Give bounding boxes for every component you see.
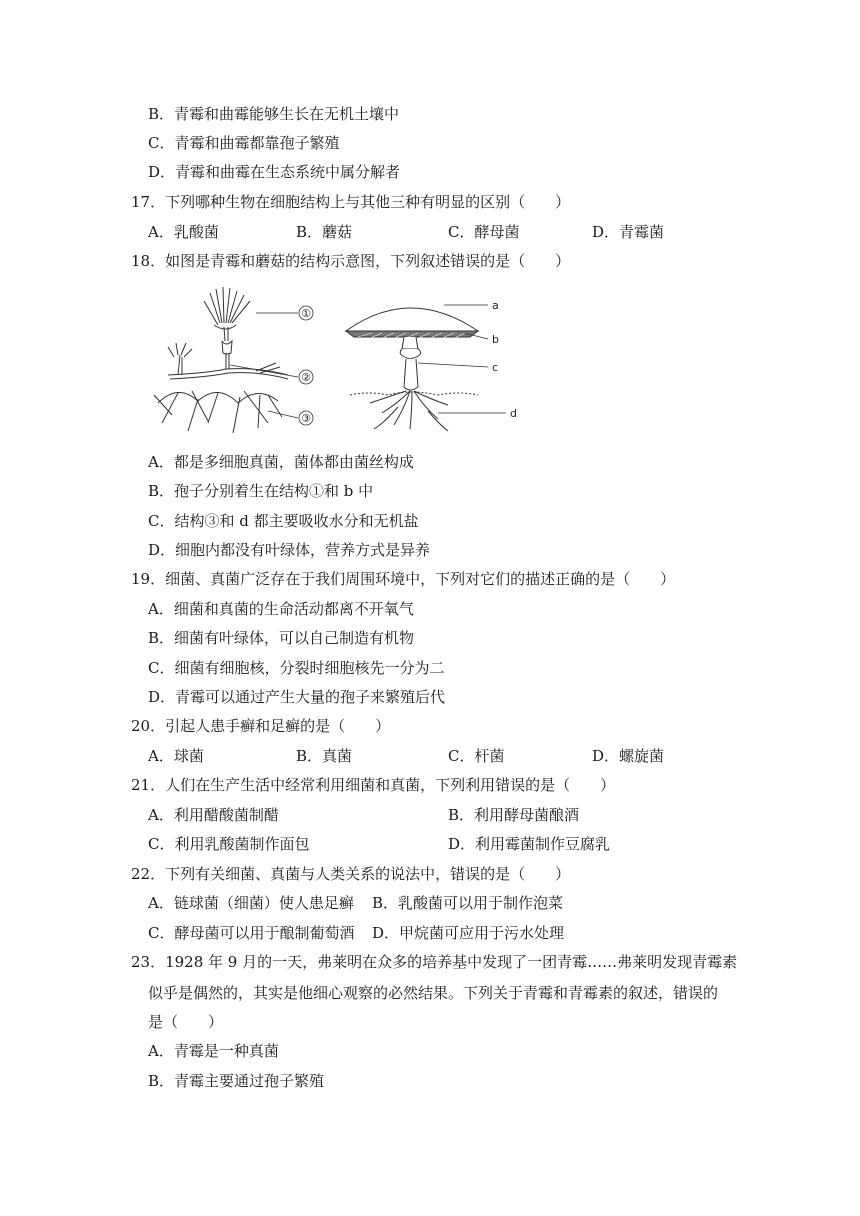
q20-option-c: C．杆菌	[448, 747, 505, 765]
mushroom-drawing	[346, 308, 478, 431]
q19-option-c: C．细菌有细胞核，分裂时细胞核先一分为二	[148, 659, 445, 677]
q17-option-c: C．酵母菌	[448, 223, 520, 241]
q17-option-b: B．蘑菇	[296, 223, 353, 241]
q16-option-c: C．青霉和曲霉都靠孢子繁殖	[148, 134, 340, 152]
q22-option-a: A．链球菌（细菌）使人患足癣	[148, 894, 354, 912]
q23-stem-line-1: 23．1928 年 9 月的一天，弗莱明在众多的培养基中发现了一团青霉……弗莱明发现青霉素	[131, 953, 738, 971]
q20-stem: 20．引起人患手癣和足癣的是（ ）	[131, 717, 391, 735]
q17-option-a: A．乳酸菌	[148, 223, 219, 241]
q17-stem: 17．下列哪种生物在细胞结构上与其他三种有明显的区别（ ）	[131, 193, 571, 211]
q21-option-d: D．利用霉菌制作豆腐乳	[448, 835, 611, 853]
q18-option-c: C．结构③和 d 都主要吸收水分和无机盐	[148, 512, 419, 530]
q21-option-b: B．利用酵母菌酿酒	[448, 806, 580, 824]
q16-option-b: B．青霉和曲霉能够生长在无机土壤中	[148, 105, 400, 123]
q23-option-b: B．青霉主要通过孢子繁殖	[148, 1072, 325, 1090]
q22-stem: 22．下列有关细菌、真菌与人类关系的说法中，错误的是（ ）	[131, 865, 571, 883]
label-d: d	[510, 407, 517, 420]
q21-option-a: A．利用醋酸菌制醋	[148, 806, 279, 824]
q19-stem: 19．细菌、真菌广泛存在于我们周围环境中，下列对它们的描述正确的是（ ）	[131, 570, 676, 588]
label-2: ②	[301, 371, 311, 384]
q22-option-b: B．乳酸菌可以用于制作泡菜	[372, 894, 564, 912]
q20-option-a: A．球菌	[148, 747, 204, 765]
q19-option-d: D．青霉可以通过产生大量的孢子来繁殖后代	[148, 688, 446, 706]
q20-option-b: B．真菌	[296, 747, 353, 765]
q23-option-a: A．青霉是一种真菌	[148, 1042, 279, 1060]
label-3: ③	[301, 412, 311, 425]
fungi-structure-figure	[148, 283, 528, 443]
q18-stem: 18．如图是青霉和蘑菇的结构示意图，下列叙述错误的是（ ）	[131, 252, 571, 270]
q16-option-d: D．青霉和曲霉在生态系统中属分解者	[148, 163, 401, 181]
q22-option-c: C．酵母菌可以用于酿制葡萄酒	[148, 924, 355, 942]
q20-option-d: D．螺旋菌	[592, 747, 665, 765]
q23-stem-line-2: 似乎是偶然的，其实是他细心观察的必然结果。下列关于青霉和青霉素的叙述，错误的	[148, 984, 719, 1002]
label-a: a	[492, 299, 499, 312]
label-1: ①	[301, 307, 311, 320]
label-b: b	[492, 333, 499, 346]
penicillium-drawing	[154, 287, 288, 433]
q19-option-b: B．细菌有叶绿体，可以自己制造有机物	[148, 629, 415, 647]
q18-option-b: B．孢子分别着生在结构①和 b 中	[148, 482, 374, 500]
q21-option-c: C．利用乳酸菌制作面包	[148, 835, 310, 853]
q18-option-d: D．细胞内都没有叶绿体，营养方式是异养	[148, 541, 431, 559]
q19-option-a: A．细菌和真菌的生命活动都离不开氧气	[148, 600, 414, 618]
q18-option-a: A．都是多细胞真菌，菌体都由菌丝构成	[148, 453, 414, 471]
q17-option-d: D．青霉菌	[592, 223, 665, 241]
q21-stem: 21．人们在生产生活中经常利用细菌和真菌，下列利用错误的是（ ）	[131, 776, 616, 794]
q22-option-d: D．甲烷菌可应用于污水处理	[372, 924, 565, 942]
label-c: c	[492, 361, 499, 374]
q23-stem-line-3: 是（ ）	[148, 1013, 224, 1031]
